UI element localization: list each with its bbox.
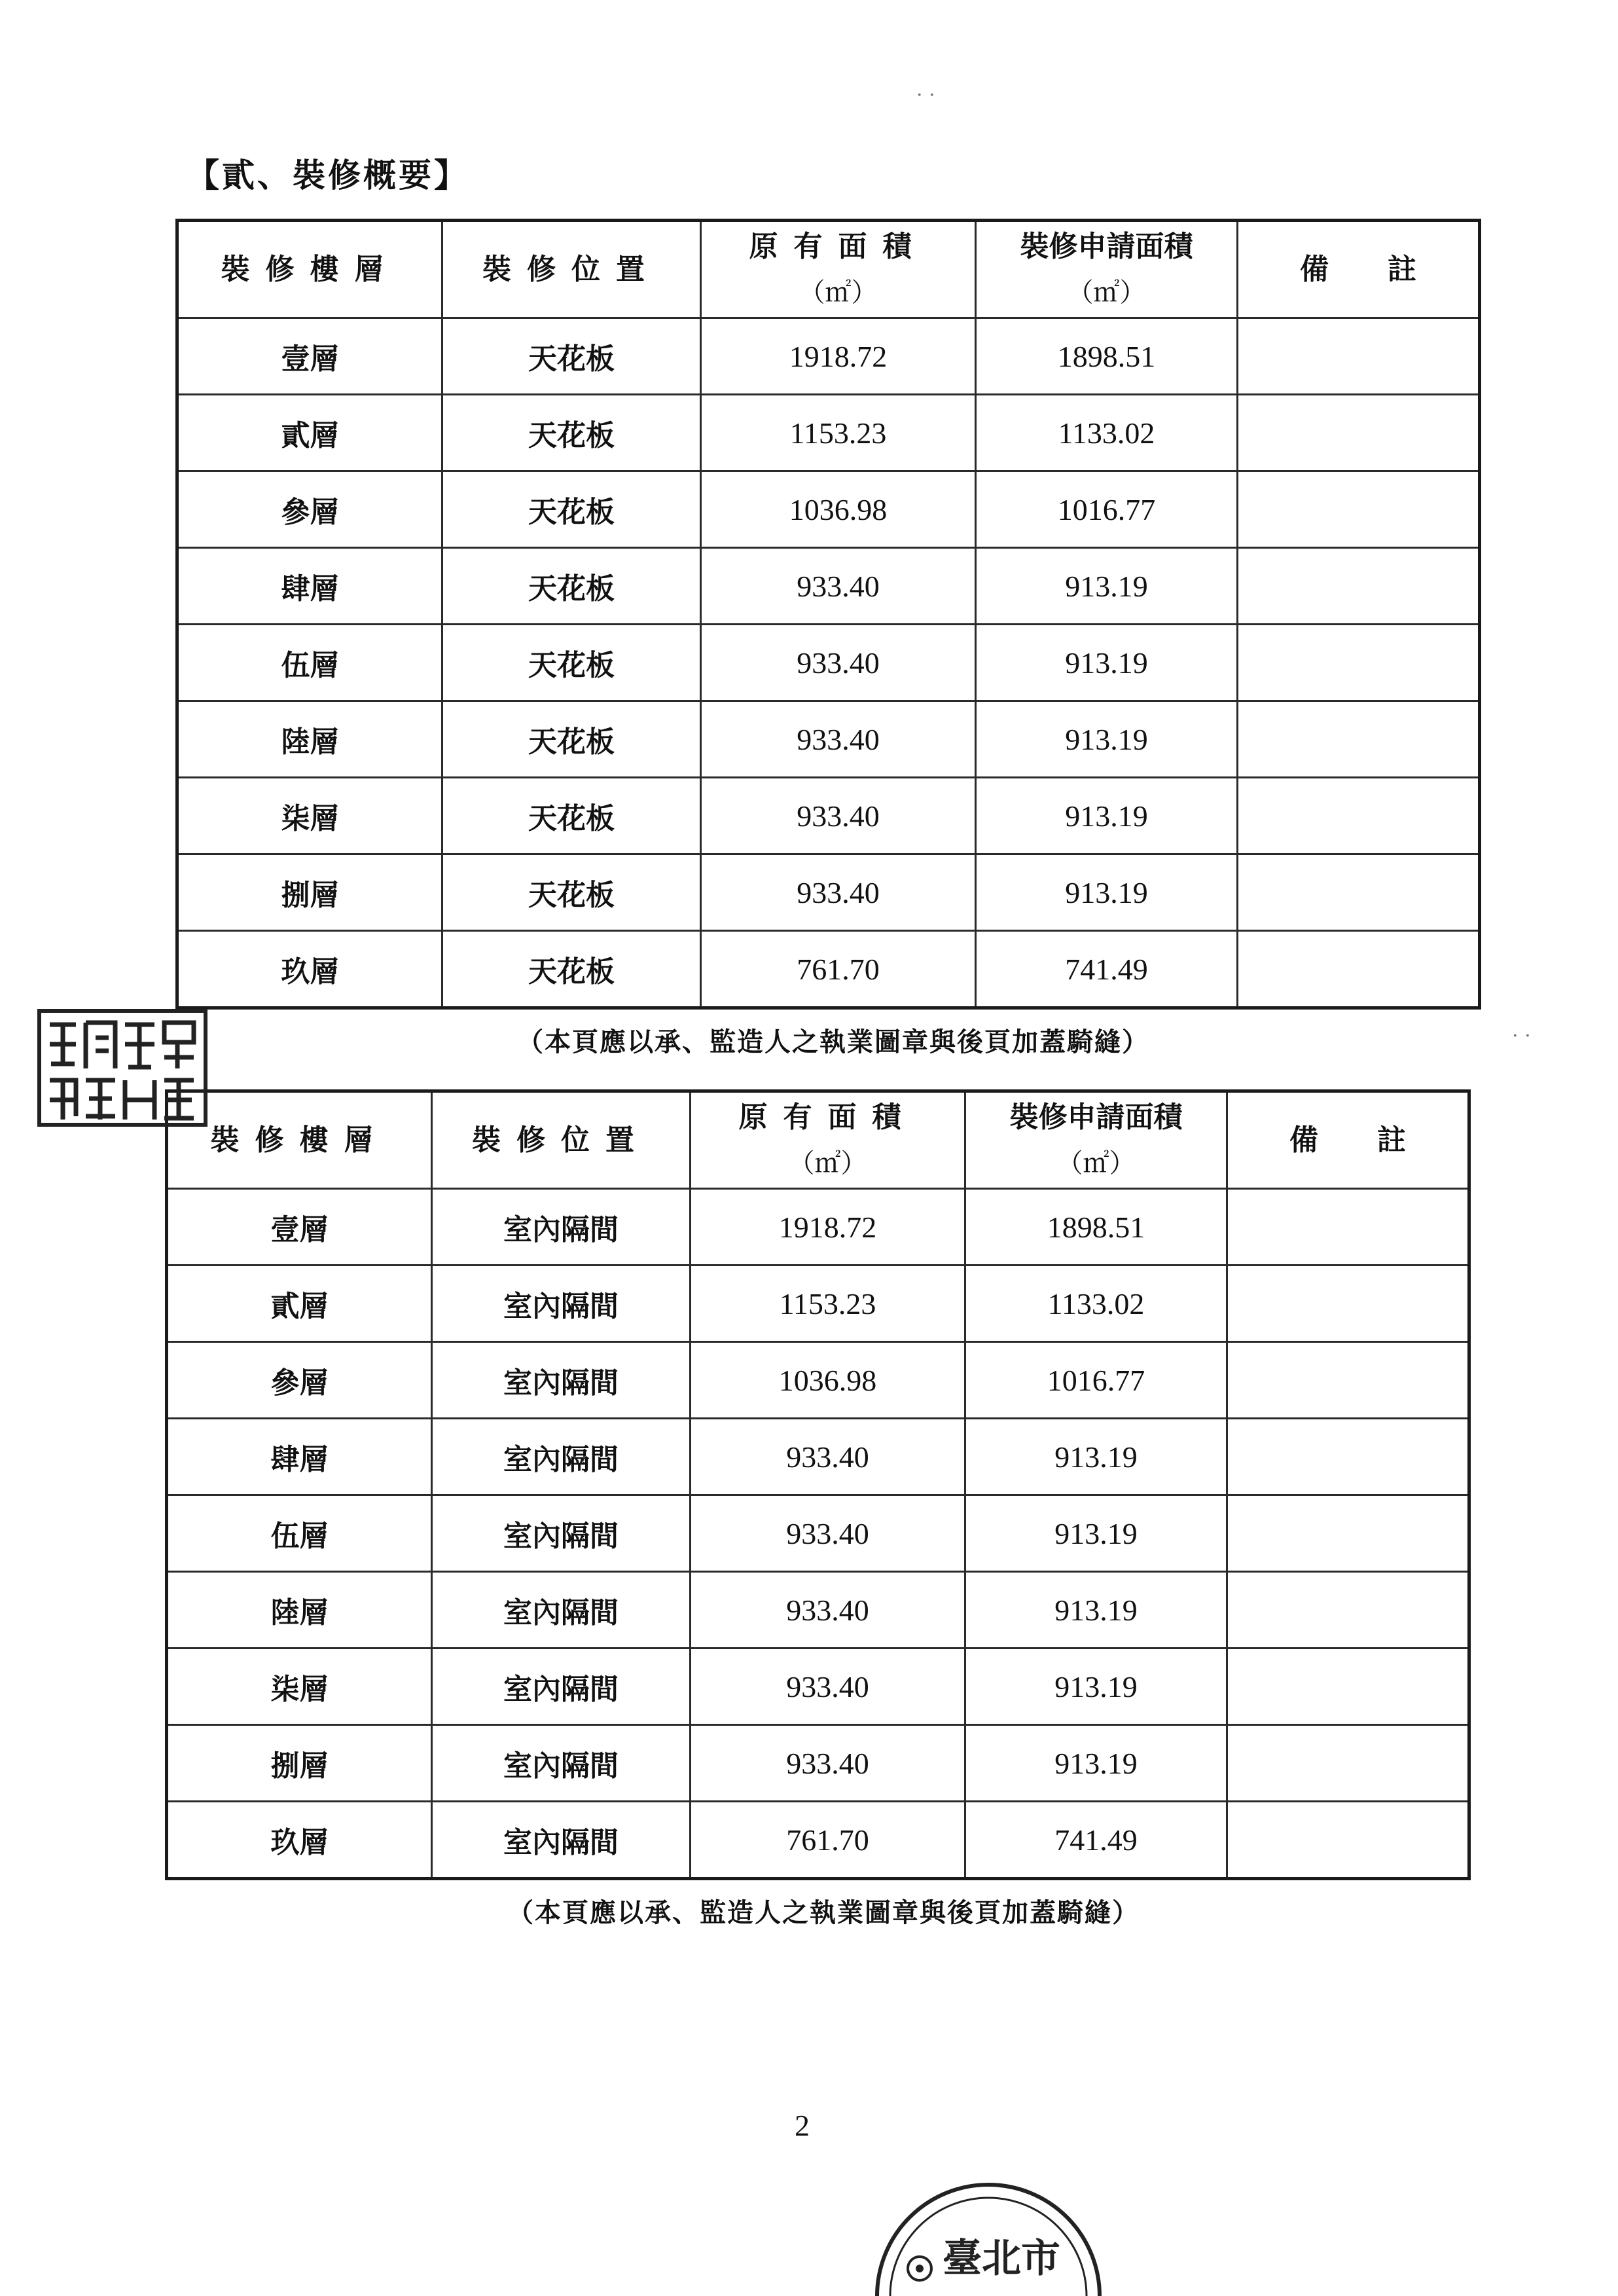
location-cell: 天花板 (442, 701, 701, 778)
floor-cell: 柒層 (177, 778, 442, 854)
floor-cell: 伍層 (167, 1495, 432, 1572)
table-row (167, 1266, 1469, 1342)
location-cell: 室內隔間 (432, 1649, 691, 1725)
location-cell: 室內隔間 (432, 1342, 691, 1419)
applied-area-cell: 913.19 (965, 1725, 1227, 1802)
applied-area-cell: 913.19 (965, 1649, 1227, 1725)
renovation-table-ceiling (175, 219, 1481, 1010)
remark-cell (1227, 1189, 1469, 1266)
table-row (177, 395, 1480, 471)
table-header-row (167, 1091, 1469, 1189)
location-cell: 天花板 (442, 318, 701, 395)
applied-area-cell: 913.19 (976, 548, 1238, 625)
remark-cell (1227, 1802, 1469, 1879)
location-cell: 天花板 (442, 548, 701, 625)
original-area-cell: 933.40 (691, 1649, 965, 1725)
original-area-cell: 761.70 (701, 931, 976, 1008)
remark-cell (1238, 625, 1480, 701)
original-area-cell: 933.40 (691, 1725, 965, 1802)
floor-cell: 柒層 (167, 1649, 432, 1725)
table-row (167, 1649, 1469, 1725)
location-cell: 天花板 (442, 931, 701, 1008)
applied-area-cell: 913.19 (965, 1419, 1227, 1495)
remark-cell (1227, 1342, 1469, 1419)
table-row (177, 701, 1480, 778)
remark-cell (1238, 931, 1480, 1008)
original-area-cell: 1918.72 (691, 1189, 965, 1266)
applied-area-cell: 1133.02 (965, 1266, 1227, 1342)
header-original-area: 原有面積 （㎡） (701, 221, 976, 318)
location-cell: 室內隔間 (432, 1802, 691, 1879)
location-cell: 室內隔間 (432, 1419, 691, 1495)
table-row (167, 1419, 1469, 1495)
header-applied-area: 裝修申請面積 （㎡） (965, 1091, 1227, 1189)
floor-cell: 壹層 (177, 318, 442, 395)
seam-stamp-note: （本頁應以承、監造人之執業圖章與後頁加蓋騎縫） (507, 1897, 1140, 1928)
table-row (177, 854, 1480, 931)
table-row (167, 1342, 1469, 1419)
table-row (167, 1495, 1469, 1572)
floor-cell: 捌層 (167, 1725, 432, 1802)
seam-stamp-note: （本頁應以承、監造人之執業圖章與後頁加蓋騎縫） (517, 1027, 1149, 1057)
header-remark: 備註 (1238, 221, 1480, 318)
applied-area-cell: 913.19 (976, 701, 1238, 778)
floor-cell: 伍層 (177, 625, 442, 701)
table-row (167, 1725, 1469, 1802)
applied-area-cell: 741.49 (976, 931, 1238, 1008)
original-area-cell: 933.40 (701, 778, 976, 854)
floor-cell: 陸層 (167, 1572, 432, 1649)
table-row (177, 625, 1480, 701)
original-area-cell: 1036.98 (691, 1342, 965, 1419)
floor-cell: 玖層 (177, 931, 442, 1008)
header-remark: 備註 (1227, 1091, 1469, 1189)
section-title: 【貳、裝修概要】 (187, 156, 469, 194)
header-floor: 裝修樓層 (177, 221, 442, 318)
floor-cell: 肆層 (167, 1419, 432, 1495)
remark-cell (1227, 1419, 1469, 1495)
remark-cell (1238, 471, 1480, 548)
table-row (177, 778, 1480, 854)
table-row (167, 1802, 1469, 1879)
floor-cell: 貳層 (167, 1266, 432, 1342)
location-cell: 室內隔間 (432, 1725, 691, 1802)
original-area-cell: 933.40 (691, 1495, 965, 1572)
location-cell: 天花板 (442, 471, 701, 548)
location-cell: 天花板 (442, 625, 701, 701)
renovation-table-partition (165, 1089, 1471, 1880)
applied-area-cell: 913.19 (965, 1495, 1227, 1572)
floor-cell: 玖層 (167, 1802, 432, 1879)
applied-area-cell: 913.19 (976, 854, 1238, 931)
table-row (177, 548, 1480, 625)
seam-seal-stamp-icon (37, 1008, 208, 1127)
header-original-area: 原有面積 （㎡） (691, 1091, 965, 1189)
location-cell: 室內隔間 (432, 1266, 691, 1342)
remark-cell (1238, 395, 1480, 471)
original-area-cell: 933.40 (691, 1419, 965, 1495)
location-cell: 天花板 (442, 395, 701, 471)
applied-area-cell: 1133.02 (976, 395, 1238, 471)
header-location: 裝修位置 (442, 221, 701, 318)
applied-area-cell: 913.19 (965, 1572, 1227, 1649)
government-seal-stamp-icon (871, 2180, 1106, 2296)
svg-text:臺北市: 臺北市 (943, 2236, 1060, 2282)
original-area-cell: 933.40 (701, 854, 976, 931)
original-area-cell: 1918.72 (701, 318, 976, 395)
location-cell: 室內隔間 (432, 1572, 691, 1649)
original-area-cell: 933.40 (701, 701, 976, 778)
location-cell: 室內隔間 (432, 1189, 691, 1266)
table-row (177, 471, 1480, 548)
table-row (167, 1189, 1469, 1266)
header-floor: 裝修樓層 (167, 1091, 432, 1189)
original-area-cell: 933.40 (691, 1572, 965, 1649)
floor-cell: 陸層 (177, 701, 442, 778)
remark-cell (1227, 1572, 1469, 1649)
original-area-cell: 1036.98 (701, 471, 976, 548)
remark-cell (1238, 701, 1480, 778)
header-applied-area: 裝修申請面積 （㎡） (976, 221, 1238, 318)
location-cell: 天花板 (442, 854, 701, 931)
applied-area-cell: 1898.51 (976, 318, 1238, 395)
original-area-cell: 1153.23 (691, 1266, 965, 1342)
remark-cell (1238, 318, 1480, 395)
page-number: 2 (795, 2109, 810, 2142)
floor-cell: 參層 (167, 1342, 432, 1419)
applied-area-cell: 913.19 (976, 778, 1238, 854)
applied-area-cell: 1898.51 (965, 1189, 1227, 1266)
floor-cell: 貳層 (177, 395, 442, 471)
remark-cell (1238, 854, 1480, 931)
applied-area-cell: 741.49 (965, 1802, 1227, 1879)
table-header-row (177, 221, 1480, 318)
table-row (177, 931, 1480, 1008)
original-area-cell: 1153.23 (701, 395, 976, 471)
applied-area-cell: 913.19 (976, 625, 1238, 701)
remark-cell (1227, 1495, 1469, 1572)
applied-area-cell: 1016.77 (976, 471, 1238, 548)
table-row (177, 318, 1480, 395)
remark-cell (1227, 1649, 1469, 1725)
floor-cell: 肆層 (177, 548, 442, 625)
location-cell: 室內隔間 (432, 1495, 691, 1572)
location-cell: 天花板 (442, 778, 701, 854)
original-area-cell: 933.40 (701, 625, 976, 701)
floor-cell: 捌層 (177, 854, 442, 931)
remark-cell (1227, 1266, 1469, 1342)
floor-cell: 壹層 (167, 1189, 432, 1266)
header-location: 裝修位置 (432, 1091, 691, 1189)
remark-cell (1227, 1725, 1469, 1802)
remark-cell (1238, 548, 1480, 625)
table-row (167, 1572, 1469, 1649)
original-area-cell: 761.70 (691, 1802, 965, 1879)
original-area-cell: 933.40 (701, 548, 976, 625)
remark-cell (1238, 778, 1480, 854)
floor-cell: 參層 (177, 471, 442, 548)
applied-area-cell: 1016.77 (965, 1342, 1227, 1419)
